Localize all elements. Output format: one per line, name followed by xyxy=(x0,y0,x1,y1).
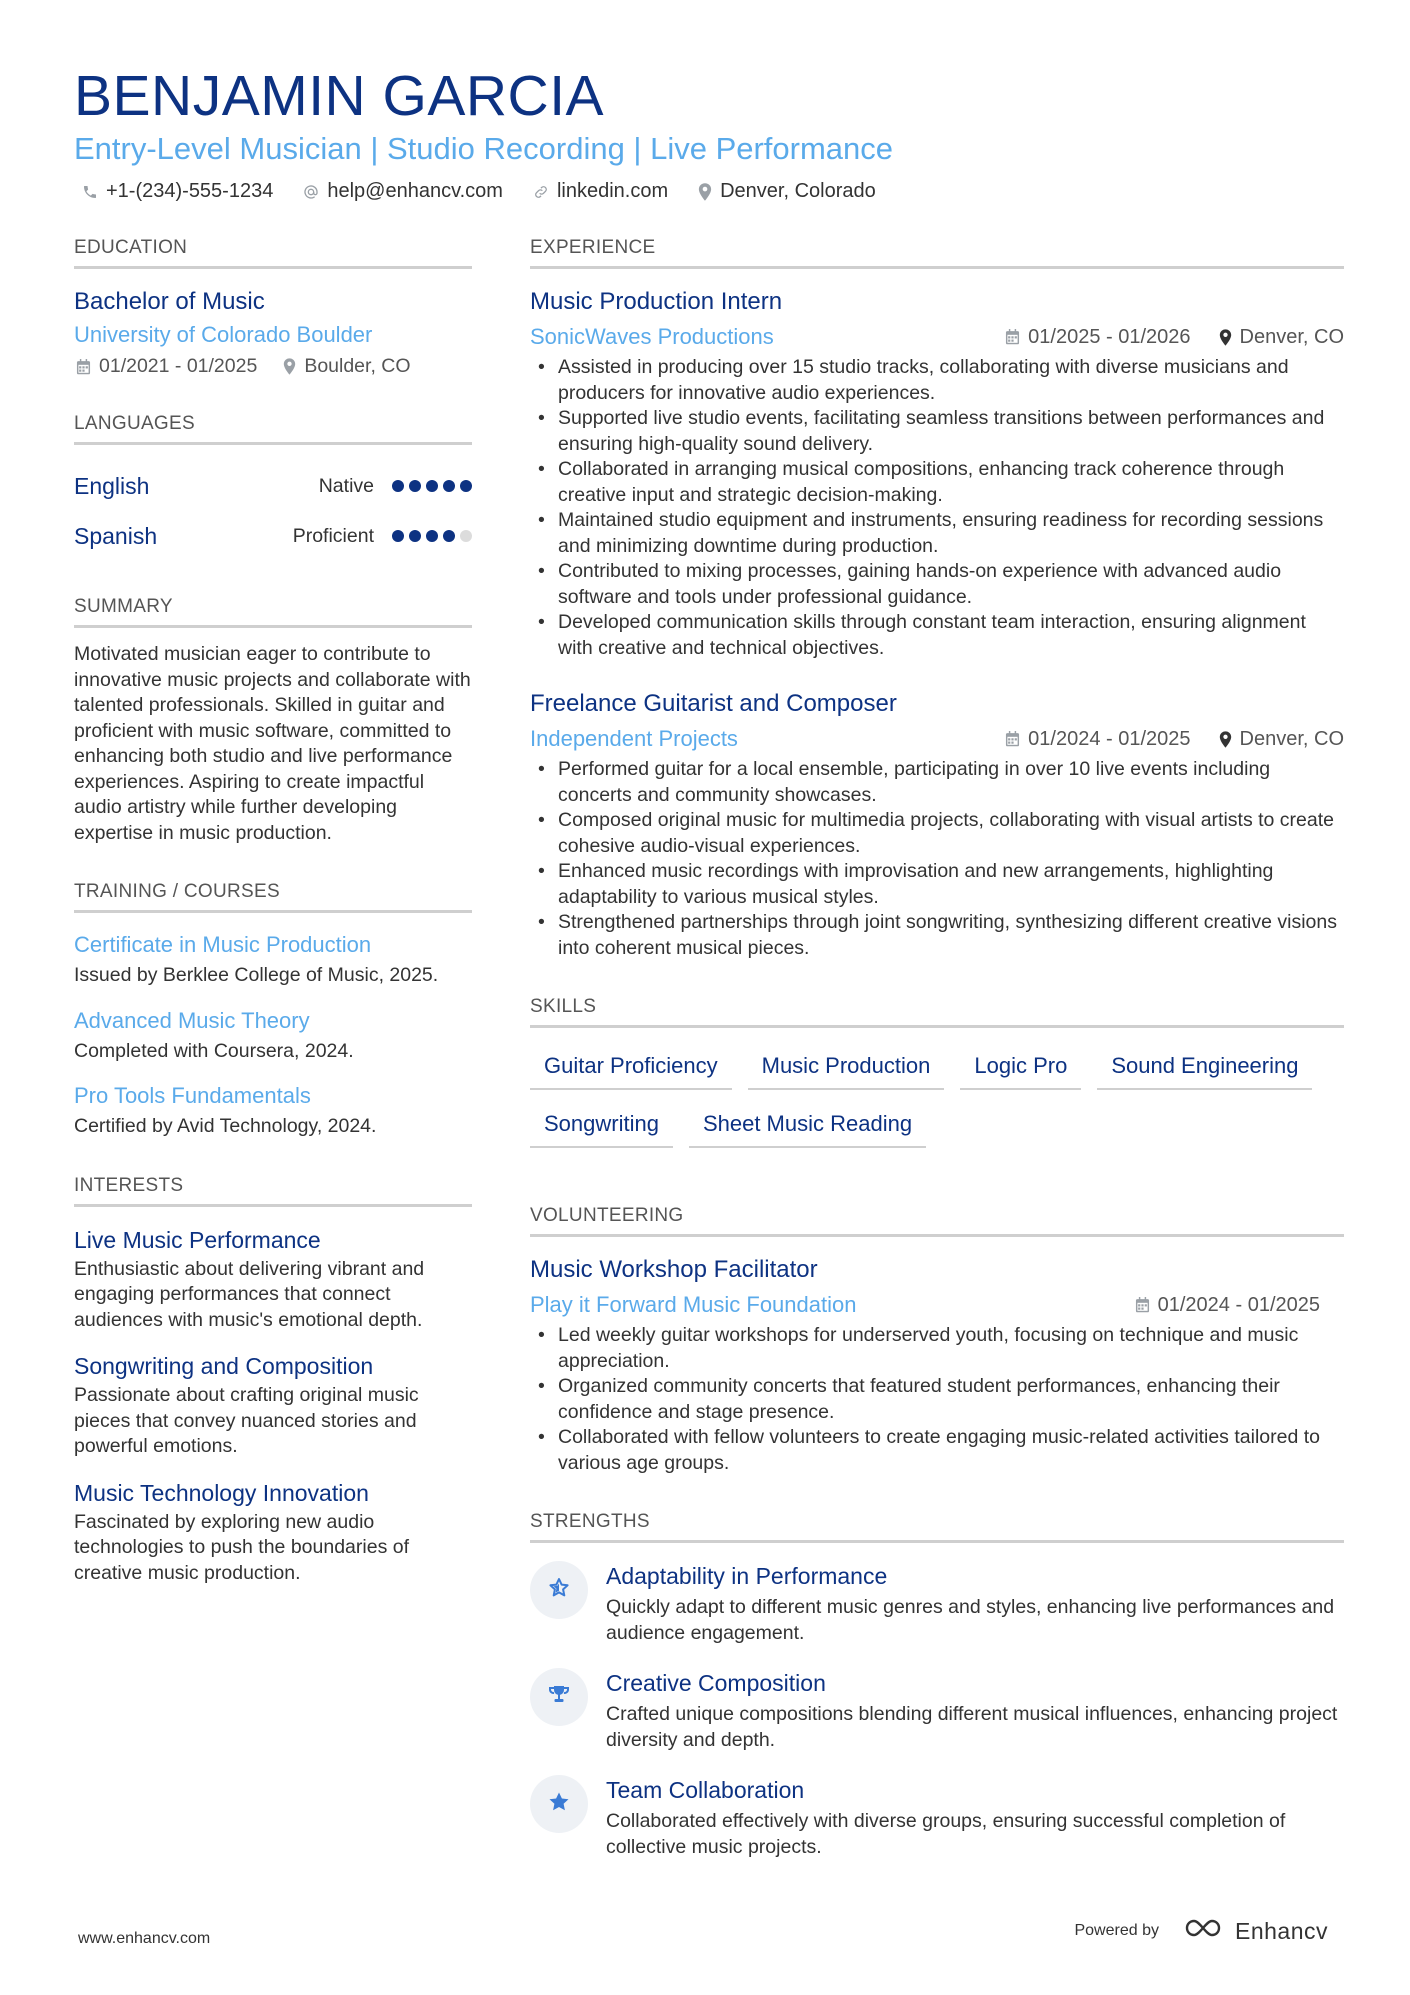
contact-row xyxy=(74,180,1354,203)
linkedin-text: linkedin.com xyxy=(556,180,669,202)
bullet-item: • Maintained studio equipment and instruments, ensuring readiness for recording sessions and minimizing downtime during production. xyxy=(530,508,1344,559)
job-bullets xyxy=(530,757,1344,961)
volunteer-role: Music Workshop Facilitator xyxy=(530,1256,818,1283)
languages-heading: LANGUAGES xyxy=(74,412,472,445)
bullet-item: • Organized community concerts that featured student performances, enhancing their confidence and stage presence. xyxy=(530,1374,1344,1425)
strength-icon-badge xyxy=(530,1561,588,1619)
interest-desc: Fascinated by exploring new audio technologies to push the boundaries of creative music production. xyxy=(74,1510,409,1584)
job-meta xyxy=(530,725,1344,753)
job-dates-text: 01/2024 - 01/2025 xyxy=(1028,727,1191,750)
education-dates-text: 01/2021 - 01/2025 xyxy=(99,355,258,377)
proficiency-dot-filled xyxy=(426,530,438,542)
strength-desc: Quickly adapt to different music genres and styles, enhancing live performances and audience engagement. xyxy=(606,1596,1335,1644)
interest-title: Live Music Performance xyxy=(74,1226,321,1253)
course-desc: Completed with Coursera, 2024. xyxy=(74,1039,354,1062)
education-dates xyxy=(76,355,257,378)
interests-section xyxy=(74,1174,472,1587)
bullet-item: • Collaborated with fellow volunteers to create engaging music-related activities tailored to various age groups. xyxy=(530,1425,1344,1476)
job-company: Independent Projects xyxy=(530,726,738,751)
strength-item xyxy=(530,1561,1344,1646)
interest-item xyxy=(74,1351,472,1460)
languages-list xyxy=(74,461,472,561)
job-meta xyxy=(530,323,1344,351)
calendar-icon xyxy=(1135,1297,1150,1313)
job-role: Freelance Guitarist and Composer xyxy=(530,690,897,717)
skills-section xyxy=(530,995,1344,1148)
job-dates xyxy=(1005,728,1190,751)
bullet-item: • Assisted in producing over 15 studio tracks, collaborating with diverse musicians and producers for innovative audio experiences. xyxy=(530,355,1344,406)
proficiency-dot-filled xyxy=(392,480,404,492)
contact-phone xyxy=(82,180,273,203)
language-item xyxy=(74,511,472,561)
bullet-item: • Enhanced music recordings with improvisation and new arrangements, highlighting adaptability to various musical styles. xyxy=(530,859,1344,910)
strengths-heading: STRENGTHS xyxy=(530,1510,1344,1543)
skill-tag: Songwriting xyxy=(530,1104,673,1148)
language-name: English xyxy=(74,472,150,499)
location-pin-icon xyxy=(1219,329,1232,346)
strength-desc: Crafted unique compositions blending different musical influences, enhancing project diversity and depth. xyxy=(606,1703,1338,1751)
school: University of Colorado Boulder xyxy=(74,322,373,347)
volunteer-bullets xyxy=(530,1323,1344,1476)
experience-section xyxy=(530,236,1344,961)
skill-tag: Sheet Music Reading xyxy=(689,1104,926,1148)
skills-list xyxy=(530,1046,1344,1148)
language-item xyxy=(74,461,472,511)
interest-desc: Enthusiastic about delivering vibrant and engaging performances that connect audiences with music's emotional depth. xyxy=(74,1257,425,1331)
candidate-name: BENJAMIN GARCIA xyxy=(74,64,605,128)
course-title: Pro Tools Fundamentals xyxy=(74,1083,311,1108)
volunteer-meta xyxy=(530,1291,1344,1319)
resume-header xyxy=(74,64,1354,203)
bullet-item: • Collaborated in arranging musical compositions, enhancing track coherence through creative input and strategic decision-making. xyxy=(530,457,1344,508)
strength-text xyxy=(606,1668,1344,1753)
infinity-logo-icon xyxy=(1181,1916,1225,1946)
interest-desc: Passionate about crafting original music pieces that convey nuanced stories and powerful emotions. xyxy=(74,1384,419,1457)
proficiency-dots xyxy=(392,530,472,542)
job-entry xyxy=(530,287,1344,661)
skills-heading: SKILLS xyxy=(530,995,1344,1028)
strength-icon-badge xyxy=(530,1775,588,1833)
proficiency-dot-filled xyxy=(443,530,455,542)
interest-title: Songwriting and Composition xyxy=(74,1353,374,1379)
education-location-text: Boulder, CO xyxy=(304,355,411,377)
enhancv-logo[interactable] xyxy=(1181,1916,1328,1946)
course-item xyxy=(74,931,472,989)
contact-location xyxy=(698,180,876,203)
proficiency-dots xyxy=(392,480,472,492)
bullet-item: • Contributed to mixing processes, gaining hands-on experience with advanced audio software and tools under professional guidance. xyxy=(530,559,1344,610)
bullet-item: • Supported live studio events, facilitating seamless transitions between performances and ensuring high-quality sound delivery. xyxy=(530,406,1344,457)
education-section xyxy=(74,236,472,378)
job-dates xyxy=(1005,326,1190,349)
course-item xyxy=(74,1007,472,1065)
proficiency-dot-empty xyxy=(460,530,472,542)
job-location xyxy=(1219,728,1344,751)
job-role: Music Production Intern xyxy=(530,288,783,315)
job-bullets xyxy=(530,355,1344,661)
calendar-icon xyxy=(1005,329,1020,345)
location-text: Denver, Colorado xyxy=(720,180,876,202)
bullet-item: • Composed original music for multimedia projects, collaborating with visual artists to create cohesive audio-visual experiences. xyxy=(530,808,1344,859)
proficiency-dot-filled xyxy=(409,530,421,542)
summary-section xyxy=(74,595,472,846)
contact-email[interactable] xyxy=(303,180,503,203)
volunteer-dates-text: 01/2024 - 01/2025 xyxy=(1157,1293,1320,1316)
course-title: Certificate in Music Production xyxy=(74,932,372,957)
volunteer-dates xyxy=(1135,1294,1320,1317)
location-pin-icon xyxy=(283,358,296,375)
bullet-item: • Strengthened partnerships through joint songwriting, synthesizing different creative visions into coherent musical pieces. xyxy=(530,910,1344,961)
training-heading: TRAINING / COURSES xyxy=(74,880,472,913)
proficiency-dot-filled xyxy=(409,480,421,492)
job-company: SonicWaves Productions xyxy=(530,324,774,349)
location-pin-icon xyxy=(698,183,712,201)
trophy-icon xyxy=(547,1683,571,1712)
strengths-section xyxy=(530,1510,1344,1860)
education-heading: EDUCATION xyxy=(74,236,472,269)
email-text: help@enhancv.com xyxy=(327,180,503,202)
candidate-title: Entry-Level Musician | Studio Recording | Live Performance xyxy=(74,131,894,166)
footer-website[interactable]: www.enhancv.com xyxy=(78,1930,211,1947)
job-location-text: Denver, CO xyxy=(1239,727,1344,750)
course-desc: Issued by Berklee College of Music, 2025. xyxy=(74,964,439,986)
right-column xyxy=(530,236,1344,1894)
languages-section xyxy=(74,412,472,561)
star-icon xyxy=(547,1790,571,1819)
volunteering-heading: VOLUNTEERING xyxy=(530,1204,1344,1237)
course-desc: Certified by Avid Technology, 2024. xyxy=(74,1115,377,1137)
strength-item xyxy=(530,1775,1344,1860)
course-title: Advanced Music Theory xyxy=(74,1007,310,1033)
job-entry xyxy=(530,689,1344,961)
course-item xyxy=(74,1082,472,1140)
interest-item xyxy=(74,1478,472,1587)
bullet-item: • Performed guitar for a local ensemble, participating in over 10 live events including concerts and community showcases. xyxy=(530,757,1344,808)
volunteering-section xyxy=(530,1204,1344,1476)
interest-title: Music Technology Innovation xyxy=(74,1479,369,1506)
strength-title: Adaptability in Performance xyxy=(606,1563,888,1589)
proficiency-dot-filled xyxy=(426,480,438,492)
footer-branding xyxy=(1074,1916,1328,1946)
language-level: Proficient xyxy=(292,524,374,547)
calendar-icon xyxy=(76,359,91,375)
calendar-icon xyxy=(1005,731,1020,747)
summary-heading: SUMMARY xyxy=(74,595,472,628)
strength-title: Team Collaboration xyxy=(606,1777,805,1803)
language-name: Spanish xyxy=(74,522,158,549)
volunteer-org: Play it Forward Music Foundation xyxy=(530,1292,857,1317)
proficiency-dot-filled xyxy=(392,530,404,542)
proficiency-dot-filled xyxy=(460,480,472,492)
summary-text: Motivated musician eager to contribute to innovative music projects and collaborate with talented professionals. Skilled in guitar and proficient with music software, committed to enhancing both studio and live performance experiences. Aspiring to create impactful audio artistry while further developing expertise in music production. xyxy=(74,643,471,844)
education-meta xyxy=(74,355,472,378)
skill-tag: Music Production xyxy=(748,1046,945,1090)
star-outline-icon xyxy=(547,1576,571,1605)
at-icon xyxy=(303,184,319,200)
interests-heading: INTERESTS xyxy=(74,1174,472,1207)
job-location xyxy=(1219,326,1344,349)
strength-icon-badge xyxy=(530,1668,588,1726)
left-column xyxy=(74,236,472,1620)
phone-text: +1-(234)-555-1234 xyxy=(106,180,274,202)
bullet-item: • Led weekly guitar workshops for underserved youth, focusing on technique and music appreciation. xyxy=(530,1323,1344,1374)
proficiency-dot-filled xyxy=(443,480,455,492)
powered-by-text: Powered by xyxy=(1074,1922,1159,1939)
strength-text xyxy=(606,1775,1344,1860)
education-entry xyxy=(74,287,472,378)
skill-tag: Logic Pro xyxy=(960,1046,1081,1090)
experience-heading: EXPERIENCE xyxy=(530,236,1344,269)
job-dates-text: 01/2025 - 01/2026 xyxy=(1028,325,1191,348)
strength-desc: Collaborated effectively with diverse groups, ensuring successful completion of collective music projects. xyxy=(606,1810,1286,1858)
skill-tag: Sound Engineering xyxy=(1097,1046,1312,1090)
bullet-item: • Developed communication skills through constant team interaction, ensuring alignment with creative and technical objectives. xyxy=(530,610,1344,661)
link-icon xyxy=(533,184,549,200)
contact-linkedin[interactable] xyxy=(533,180,668,203)
job-location-text: Denver, CO xyxy=(1239,325,1344,348)
phone-icon xyxy=(82,184,98,200)
interest-item xyxy=(74,1225,472,1334)
degree: Bachelor of Music xyxy=(74,288,265,315)
skill-tag: Guitar Proficiency xyxy=(530,1046,732,1090)
strength-title: Creative Composition xyxy=(606,1670,826,1696)
strength-item xyxy=(530,1668,1344,1753)
education-location xyxy=(283,355,410,378)
training-section xyxy=(74,880,472,1140)
language-level: Native xyxy=(318,474,374,497)
strength-text xyxy=(606,1561,1344,1646)
volunteer-entry xyxy=(530,1255,1344,1476)
location-pin-icon xyxy=(1219,731,1232,748)
brand-name: Enhancv xyxy=(1234,1917,1328,1944)
